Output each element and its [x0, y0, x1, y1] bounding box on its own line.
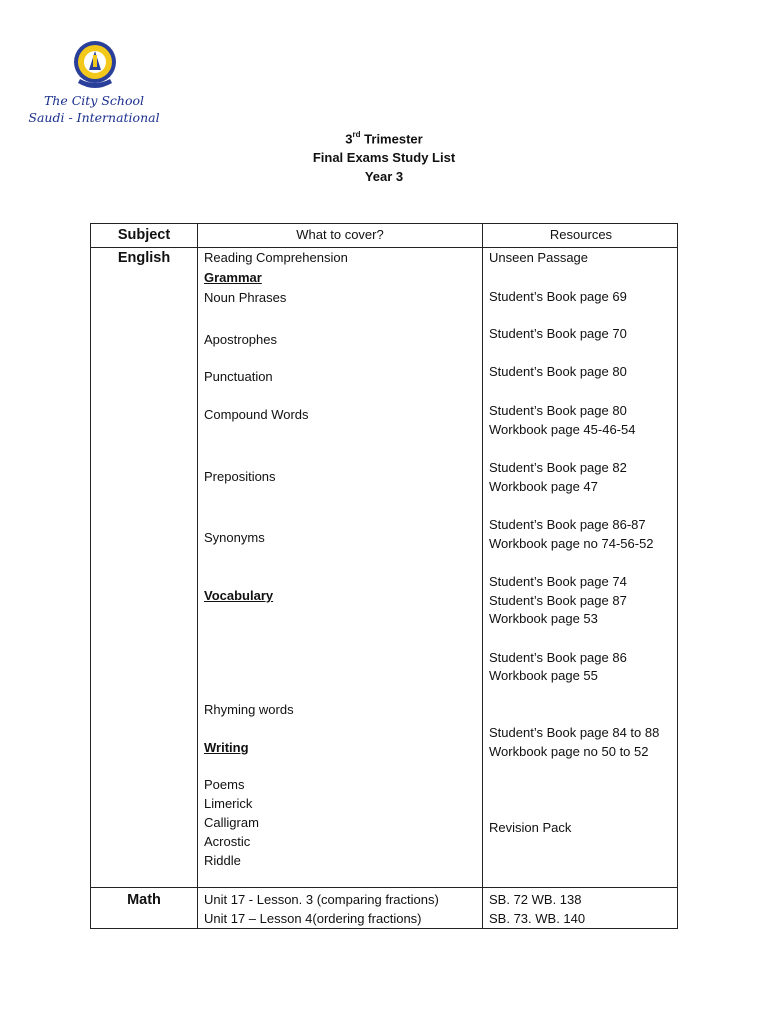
cover-item: Noun Phrases — [204, 290, 287, 305]
cover-item: Limerick — [204, 796, 253, 811]
row-divider — [91, 887, 677, 888]
resource-item: Revision Pack — [489, 820, 572, 835]
cover-section-heading: Vocabulary — [204, 588, 274, 603]
resource-item: Student’s Book page 86 — [489, 650, 627, 665]
column-divider — [482, 224, 483, 928]
school-name-location: Saudi - International — [28, 110, 160, 125]
cover-item: Unit 17 – Lesson 4(ordering fractions) — [204, 911, 422, 926]
header-subject: Subject — [117, 227, 171, 243]
resource-item: Workbook page 55 — [489, 668, 598, 683]
subject-english: English — [117, 250, 171, 266]
cover-item: Rhyming words — [204, 702, 294, 717]
cover-item: Acrostic — [204, 834, 251, 849]
study-list-table — [90, 223, 678, 929]
cover-item: Synonyms — [204, 530, 265, 545]
cover-section-heading: Grammar — [204, 270, 262, 285]
cover-section-heading: Writing — [204, 740, 249, 755]
school-name: The City School — [43, 93, 145, 108]
resource-item: Student’s Book page 80 — [489, 403, 627, 418]
cover-item: Poems — [204, 777, 245, 792]
resource-item: Student’s Book page 87 — [489, 593, 627, 608]
school-logo — [28, 33, 160, 128]
resource-item: Workbook page 47 — [489, 479, 598, 494]
header-what-to-cover: What to cover? — [296, 227, 384, 242]
resource-item: Workbook page 45-46-54 — [489, 422, 636, 437]
resource-item: Student’s Book page 86-87 — [489, 517, 646, 532]
cover-item: Unit 17 - Lesson. 3 (comparing fractions) — [204, 892, 439, 907]
document-year: Year 3 — [364, 169, 404, 184]
cover-item: Calligram — [204, 815, 259, 830]
resource-item: Student’s Book page 80 — [489, 364, 627, 379]
document-title: Final Exams Study List — [312, 150, 456, 165]
cover-item: Prepositions — [204, 469, 276, 484]
subject-math: Math — [127, 892, 161, 908]
school-crest-icon — [72, 37, 118, 95]
resource-item: Student’s Book page 70 — [489, 326, 627, 341]
resource-item: Workbook page no 50 to 52 — [489, 744, 649, 759]
cover-item: Reading Comprehension — [204, 250, 348, 265]
resource-item: Student’s Book page 74 — [489, 574, 627, 589]
header-divider — [91, 247, 677, 248]
cover-item: Riddle — [204, 853, 241, 868]
cover-item: Punctuation — [204, 369, 273, 384]
resource-item: Student’s Book page 69 — [489, 289, 627, 304]
cover-item: Compound Words — [204, 407, 309, 422]
resource-item: Workbook page no 74-56-52 — [489, 536, 654, 551]
document-title-trimester: 3rd Trimester — [345, 130, 423, 147]
resource-item: Workbook page 53 — [489, 611, 598, 626]
resource-item: Student’s Book page 82 — [489, 460, 627, 475]
resource-item: Student’s Book page 84 to 88 — [489, 725, 660, 740]
header-resources: Resources — [549, 227, 613, 242]
resource-item: SB. 72 WB. 138 — [489, 892, 582, 907]
resource-item: Unseen Passage — [489, 250, 589, 265]
column-divider — [197, 224, 198, 928]
cover-item: Apostrophes — [204, 332, 277, 347]
resource-item: SB. 73. WB. 140 — [489, 911, 586, 926]
